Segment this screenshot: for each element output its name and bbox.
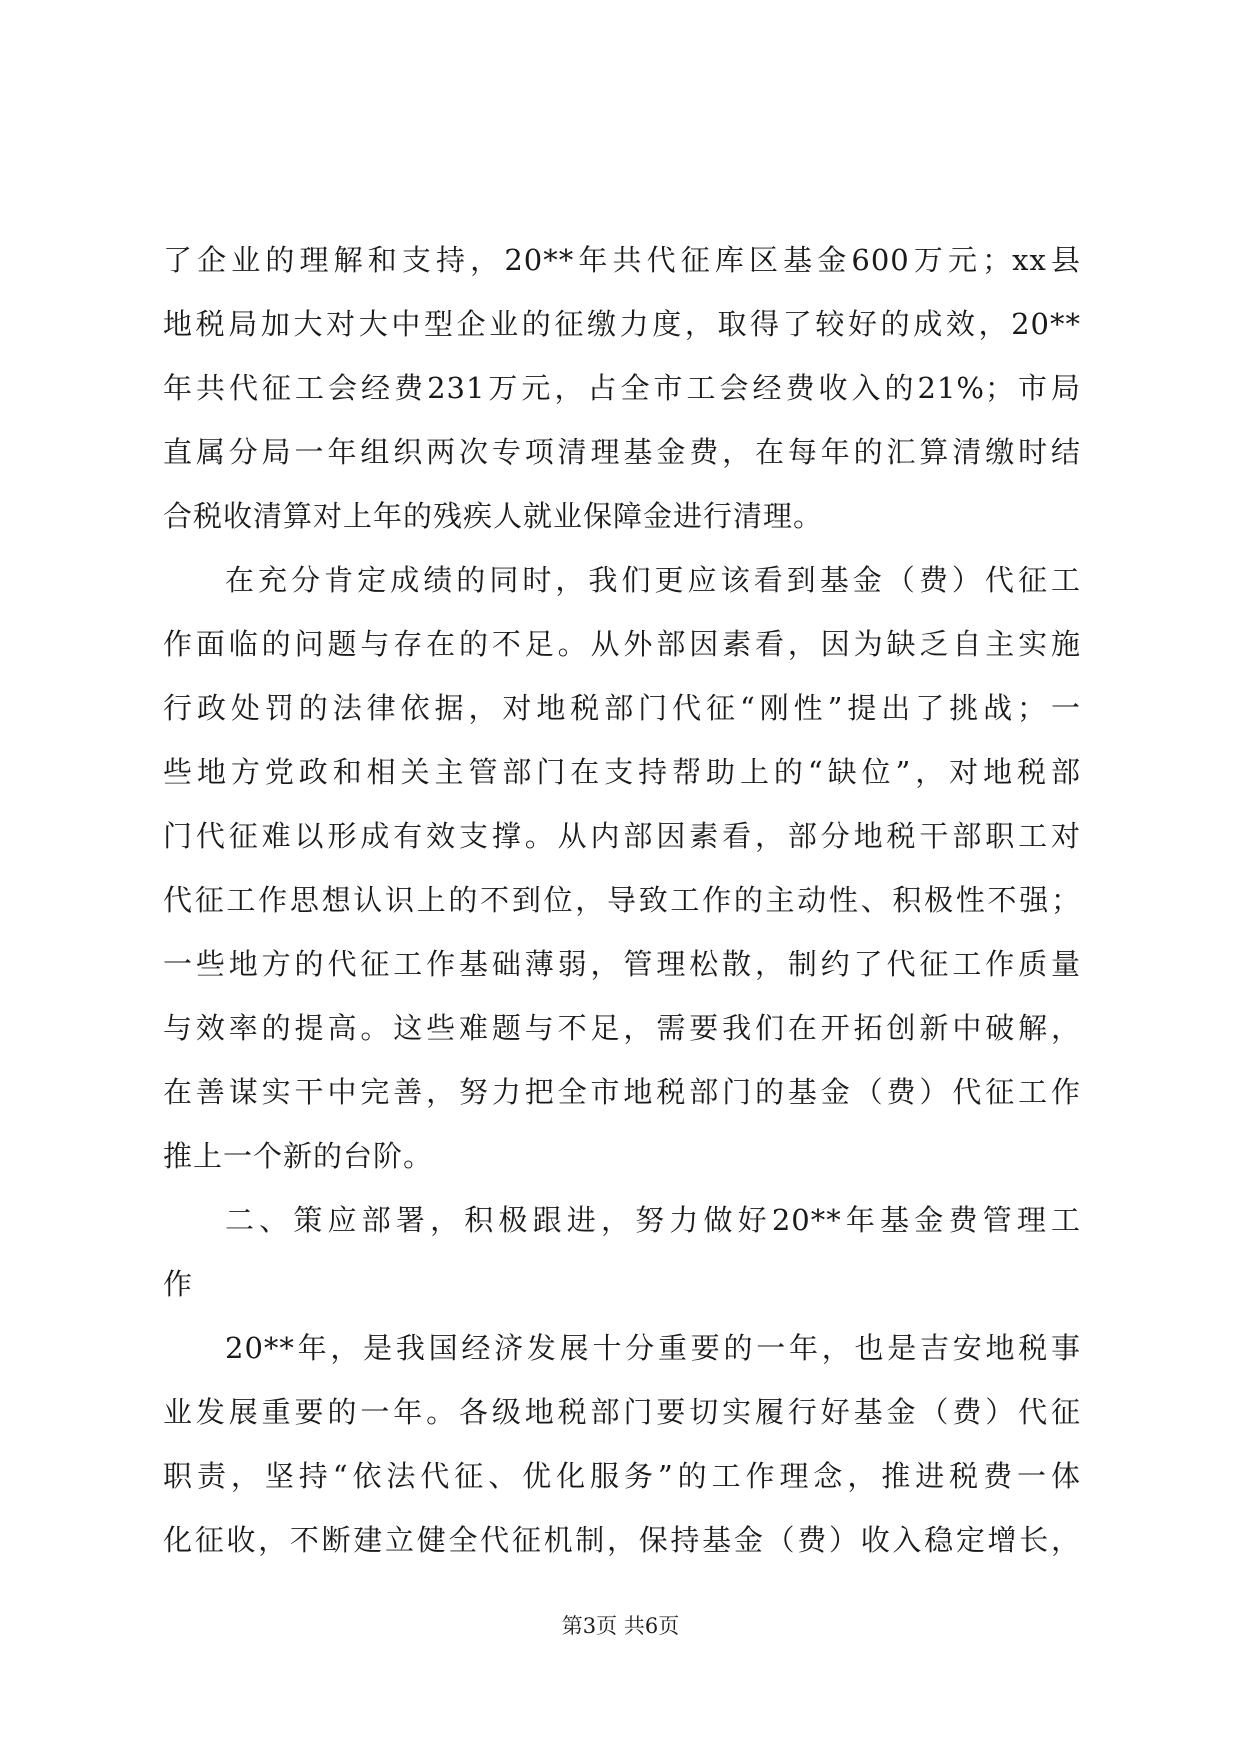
text-line: 合税收清算对上年的残疾人就业保障金进行清理。	[163, 499, 824, 533]
page-number-label: 第3页 共6页	[561, 1614, 680, 1638]
text-line: 了企业的理解和支持，20**年共代征库区基金600万元；xx县	[163, 243, 1081, 277]
page-footer	[0, 1612, 1241, 1640]
text-line: 一些地方的代征工作基础薄弱，管理松散，制约了代征工作质量	[163, 947, 1081, 981]
text-line: 20**年，是我国经济发展十分重要的一年，也是吉安地税事	[225, 1331, 1081, 1365]
text-line: 职责，坚持“依法代征、优化服务”的工作理念，推进税费一体	[163, 1459, 1081, 1493]
text-line: 年共代征工会经费231万元，占全市工会经费收入的21%；市局	[163, 371, 1081, 405]
text-line: 在善谋实干中完善，努力把全市地税部门的基金（费）代征工作	[163, 1075, 1081, 1109]
text-line: 直属分局一年组织两次专项清理基金费，在每年的汇算清缴时结	[163, 435, 1081, 469]
text-line: 与效率的提高。这些难题与不足，需要我们在开拓创新中破解，	[163, 1011, 1081, 1045]
text-line: 行政处罚的法律依据，对地税部门代征“刚性”提出了挑战；一	[163, 691, 1081, 725]
section-heading-line: 二、策应部署，积极跟进，努力做好20**年基金费管理工	[225, 1203, 1081, 1237]
text-line: 地税局加大对大中型企业的征缴力度，取得了较好的成效，20**	[163, 307, 1081, 341]
text-line: 推上一个新的台阶。	[163, 1139, 434, 1173]
text-line: 代征工作思想认识上的不到位，导致工作的主动性、积极性不强；	[163, 883, 1081, 917]
text-line: 业发展重要的一年。各级地税部门要切实履行好基金（费）代征	[163, 1395, 1081, 1429]
text-line: 些地方党政和相关主管部门在支持帮助上的“缺位”，对地税部	[163, 755, 1081, 789]
text-line: 作面临的问题与存在的不足。从外部因素看，因为缺乏自主实施	[163, 627, 1081, 661]
text-line: 化征收，不断建立健全代征机制，保持基金（费）收入稳定增长，	[163, 1523, 1081, 1557]
document-body	[163, 228, 1081, 1572]
section-heading-line: 作	[163, 1267, 194, 1301]
text-line: 在充分肯定成绩的同时，我们更应该看到基金（费）代征工	[225, 563, 1081, 597]
text-line: 门代征难以形成有效支撑。从内部因素看，部分地税干部职工对	[163, 819, 1081, 853]
